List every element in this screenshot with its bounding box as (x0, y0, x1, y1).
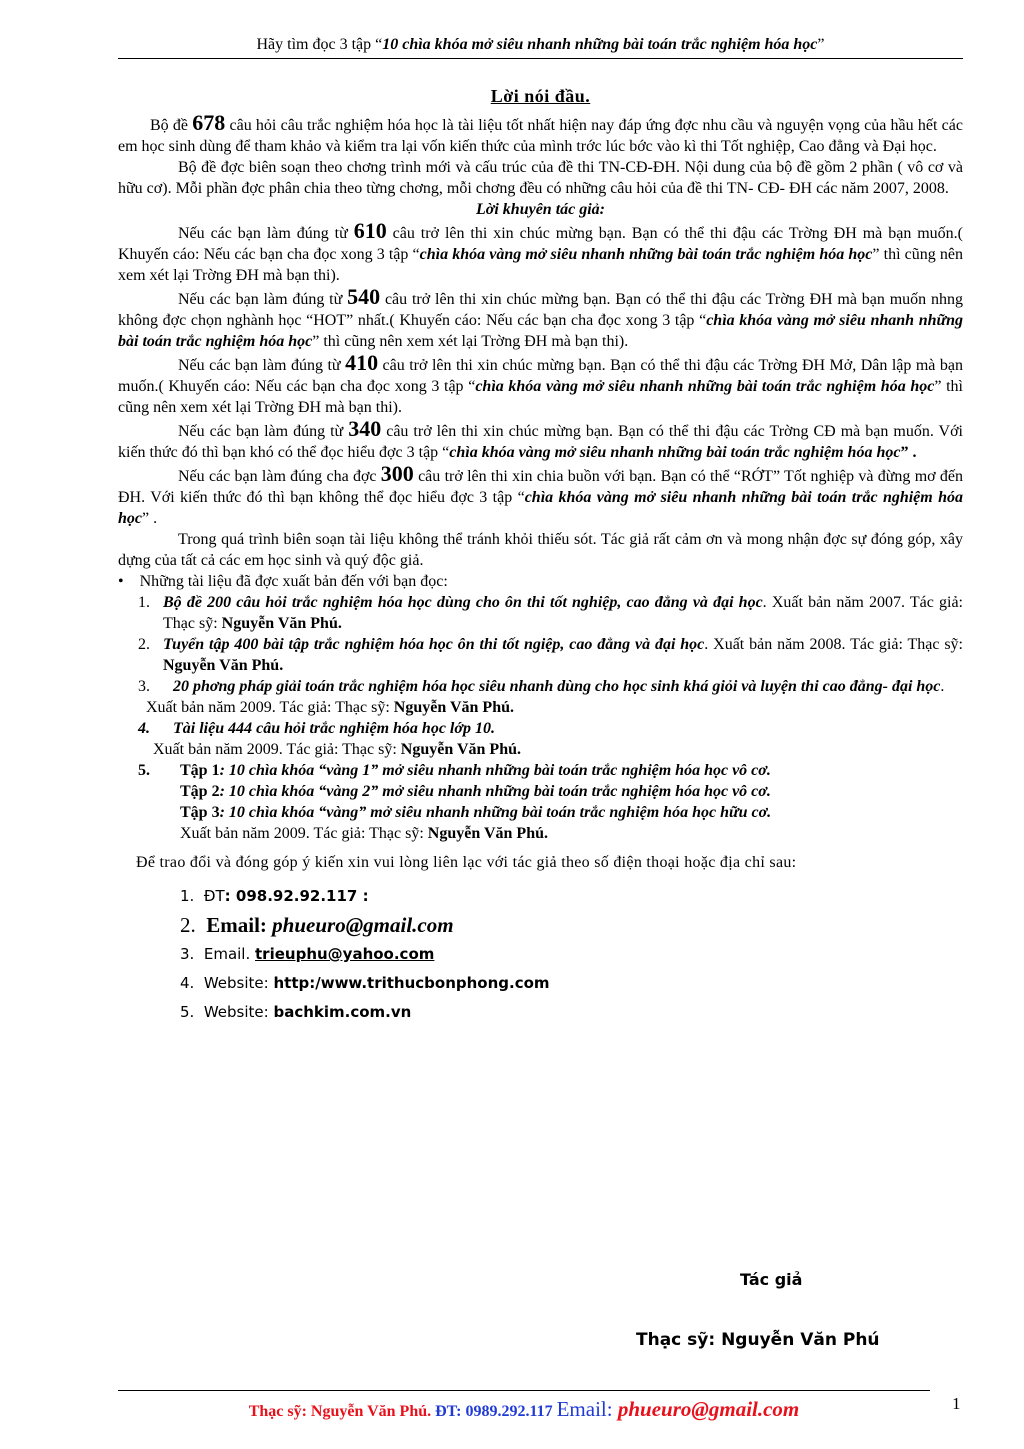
publication-item: 2. Tuyển tập 400 bài tập trắc nghiệm hóa học ôn thi tốt ngiệp, cao đẳng và đại học. Xuất bản năm 2008. Tác giả: Thạc sỹ: Nguyễn Văn Phú. (138, 636, 964, 674)
page-footer: Thạc sỹ: Nguyễn Văn Phú. ĐT: 0989.292.117 Email: phueuro@gmail.com (248, 1397, 800, 1421)
website-link[interactable]: http:/www.trithucbonphong.com (273, 974, 550, 992)
advice-paragraph: Nếu các bạn làm đúng từ 610 câu trở lên thi xin chúc mừng bạn. Bạn có thể thi đậu các Trờng ĐH mà bạn muốn.( Khuyến cáo: Nếu các bạn cha đọc xong 3 tập “chìa khóa vàng mở siêu nhanh những bài toán trắc nghiệm hóa học” thì cũng nên xem xét lại Trờng ĐH mà bạn thi). (118, 218, 964, 284)
publication-item: 1. Bộ đề 200 câu hỏi trắc nghiệm hóa học dùng cho ôn thi tốt nghiệp, cao đẳng và đại học. Xuất bản năm 2007. Tác giả: Thạc sỹ: Nguyễn Văn Phú. (138, 594, 963, 632)
contact-phone: 1. ĐT: 098.92.92.117 : (180, 887, 369, 905)
contact-website: 4. Website: http:/www.trithucbonphong.com (180, 974, 550, 992)
document-title: Lời nói đầu. (490, 86, 591, 106)
page-header: Hãy tìm đọc 3 tập “10 chìa khóa mở siêu nhanh những bài toán trắc nghiệm hóa học” (256, 36, 825, 53)
closing-paragraph: Trong quá trình biên soạn tài liệu không thể tránh khỏi thiếu sót. Tác giả rất cảm ơn và mong nhận đợc sự đóng góp, xây dựng của tất cả các em học sinh và quý độc giả. (118, 531, 963, 569)
advice-title: Lời khuyên tác giả: (475, 201, 606, 218)
advice-paragraph: Nếu các bạn làm đúng từ 540 câu trở lên thi xin chúc mừng bạn. Bạn có thể thi đậu các Trờng ĐH mà bạn muốn nhng không đợc chọn nghành học “HOT” nhất.( Khuyến cáo: Nếu các bạn cha đọc xong 3 tập “chìa khóa vàng mở siêu nhanh những bài toán trắc nghiệm hóa học” thì cũng nên xem xét lại Trờng ĐH mà bạn thi). (118, 284, 964, 350)
advice-paragraph: Nếu các bạn làm đúng từ 410 câu trở lên thi xin chúc mừng bạn. Bạn có thể thi đậu các Trờng ĐH Mở, Dân lập mà bạn muốn.( Khuyến cáo: Nếu các bạn cha đọc xong 3 tập “chìa khóa vàng mở siêu nhanh những bài toán trắc nghiệm hóa học” thì cũng nên xem xét lại Trờng ĐH mà bạn thi). (118, 350, 964, 416)
published-heading: • Những tài liệu đã đợc xuất bản đến với bạn đọc: (118, 573, 448, 590)
email-link-2[interactable]: trieuphu@yahoo.com (255, 945, 435, 963)
header-rule (118, 58, 963, 59)
advice-paragraph: Nếu các bạn làm đúng cha đợc 300 câu trở lên thi xin chia buồn với bạn. Bạn có thể “RỚT” Tốt nghiệp và đừng mơ đến ĐH. Với kiến thức đó thì bạn không thể đọc hiểu đợc 3 tập “chìa khóa vàng mở siêu nhanh những bài toán trắc nghiệm hóa học” . (118, 461, 963, 527)
contact-email: 2. Email: phueuro@gmail.com (180, 913, 454, 937)
contact-website-2: 5. Website: bachkim.com.vn (180, 1003, 412, 1021)
author-label: Tác giả (740, 1270, 803, 1289)
publication-list (118, 592, 963, 844)
advice-paragraph: Nếu các bạn làm đúng từ 340 câu trở lên thi xin chúc mừng bạn. Bạn có thể thi đậu các Trờng CĐ mà bạn muốn. Với kiến thức đó thì bạn khó có thể đọc hiểu đợc 3 tập “chìa khóa vàng mở siêu nhanh những bài toán trắc nghiệm hóa học” . (118, 416, 964, 461)
page-number: 1 (952, 1394, 961, 1413)
publication-item: 5. Tập 1: 10 chìa khóa “vàng 1” mở siêu nhanh những bài toán trắc nghiệm hóa học vô cơ. Tập 2: 10 chìa khóa “vàng 2” mở siêu nhanh những bài toán trắc nghiệm hóa học vô cơ. Tập 3: 10 chìa khóa “vàng” mở siêu nhanh những bài toán trắc nghiệm hóa học hữu cơ. Xuất bản năm 2009. Tác giả: Thạc sỹ: Nguyễn Văn Phú. (138, 762, 772, 842)
contact-intro: Để trao đổi và đóng góp ý kiến xin vui lòng liên lạc với tác giả theo số điện thoại hoặc địa chỉ sau: (136, 854, 797, 871)
website-link-2[interactable]: bachkim.com.vn (273, 1003, 412, 1021)
publication-item: 3. 20 phơng pháp giải toán trắc nghiệm hóa học siêu nhanh dùng cho học sinh khá giỏi và luyện thi cao đẳng- đại học. Xuất bản năm 2009. Tác giả: Thạc sỹ: Nguyễn Văn Phú. (138, 678, 945, 716)
email-link[interactable]: phueuro@gmail.com (272, 913, 454, 937)
contact-list (180, 882, 963, 1027)
contact-email-2: 3. Email. trieuphu@yahoo.com (180, 945, 435, 963)
bullet-icon: • (118, 573, 140, 590)
author-signature: Thạc sỹ: Nguyễn Văn Phú (636, 1330, 880, 1350)
intro-paragraph-2: Bộ đề đợc biên soạn theo chơng trình mới và cấu trúc của đề thi TN-CĐ-ĐH. Nội dung của bộ đề gồm 2 phần ( vô cơ và hữu cơ). Mỗi phần đợc phân chia theo từng chơng, mỗi chơng đều có những câu hỏi của đề thi TN- CĐ- ĐH các năm 2007, 2008. (118, 159, 963, 197)
footer-rule (118, 1390, 930, 1391)
publication-item: 4. Tài liệu 444 câu hỏi trắc nghiệm hóa học lớp 10. Xuất bản năm 2009. Tác giả: Thạc sỹ: Nguyễn Văn Phú. (138, 720, 521, 758)
document-body (118, 110, 963, 1027)
intro-paragraph-1: Bộ đề 678 câu hỏi câu trắc nghiệm hóa học là tài liệu tốt nhất hiện nay đáp ứng đợc nhu cầu và nguyện vọng của hầu hết các em học sinh dùng để tham khảo và kiểm tra lại vốn kiến thức của mình trớc lúc bớc vào kì thi Tốt nghiệp, Cao đẳng và Đại học. (118, 110, 963, 155)
